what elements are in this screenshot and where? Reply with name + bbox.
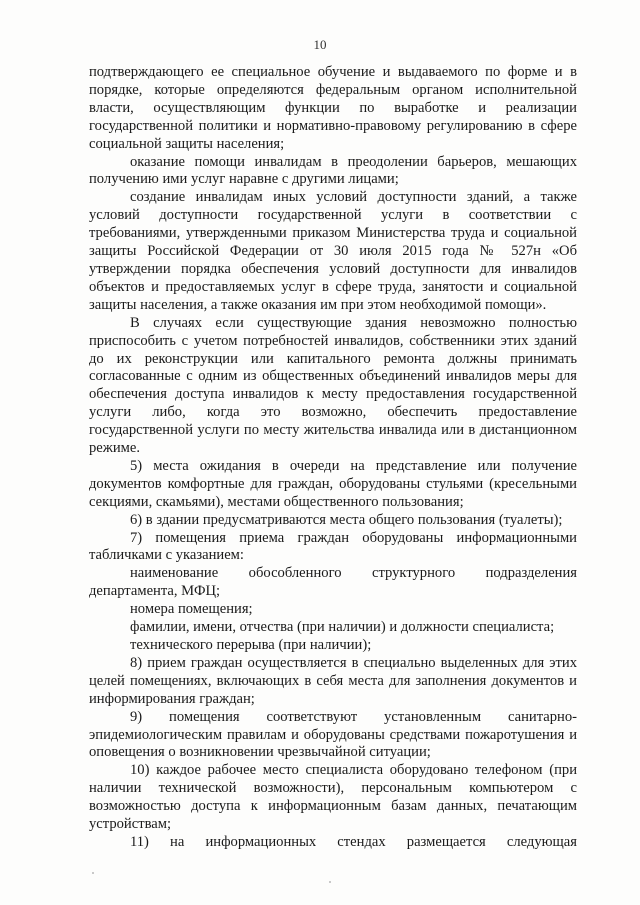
paragraph-accessibility-conditions: создание инвалидам иных условий доступности зданий, а также условий доступности государственной услуги в соответствии с требованиями, утвержденными приказом Министерства труда и социальной защиты Российской Федерации от 30 июля 2015 года № 527н «Об утверждении порядка обеспечения условий доступности для инвалидов объектов и предоставляемых услуг в сфере труда, занятости и социальной защиты населения, а также оказания им при этом необходимой помощи».: [89, 189, 577, 313]
document-body: [89, 64, 577, 852]
list-item-6-restrooms: 6) в здании предусматриваются места общего пользования (туалеты);: [130, 511, 563, 528]
paragraph-existing-buildings: В случаях если существующие здания невозможно полностью приспособить с учетом потребностей инвалидов, собственники этих зданий до их реконструкции или капитального ремонта должны принимать согласованные с одним из общественных объединений инвалидов меры для обеспечения доступа инвалидов к месту предоставления государственной услуги либо, когда это возможно, обеспечить предоставление государственной услуги по месту жительства инвалида или в дистанционном режиме.: [89, 314, 577, 457]
sign-item-department-name: наименование обособленного структурного подразделения департамента, МФЦ;: [89, 565, 577, 600]
scan-speck: [92, 872, 94, 874]
sign-item-break-time: технического перерыва (при наличии);: [130, 637, 372, 653]
list-item-5-waiting-areas: 5) места ожидания в очереди на представление или получение документов комфортные для граждан, оборудованы стульями (кресельными секциями, скамьями), местами общественного пользования;: [89, 457, 577, 510]
page-number: 10: [313, 37, 327, 52]
list-item-11-info-stands: 11) на информационных стендах размещается следующая: [130, 833, 577, 850]
list-item-9-sanitary-rules: 9) помещения соответствуют установленным санитарно-эпидемиологическим правилам и оборудованы средствами пожаротушения и оповещения о возникновении чрезвычайной ситуации;: [89, 708, 577, 761]
list-item-10-workplace: 10) каждое рабочее место специалиста оборудовано телефоном (при наличии технической возможности), персональным компьютером с возможностью доступа к информационным базам данных, печатающим устройствам;: [89, 762, 577, 833]
sign-item-room-number: номера помещения;: [130, 601, 253, 618]
paragraph-continuation: подтверждающего ее специальное обучение и выдаваемого по форме и в порядке, которые определяются федеральным органом исполнительной власти, осуществляющим функции по выработке и реализации государственной политики и нормативно-правовому регулированию в сфере социальной защиты населения;: [89, 64, 577, 152]
scan-speck: [329, 881, 331, 883]
paragraph-assistance: оказание помощи инвалидам в преодолении барьеров, мешающих получению ими услуг наравне с другими лицами;: [89, 153, 577, 188]
list-item-7-info-signs: 7) помещения приема граждан оборудованы информационными табличками с указанием:: [89, 529, 577, 564]
list-item-8-reception: 8) прием граждан осуществляется в специально выделенных для этих целей помещениях, включающих в себя места для заполнения документов и информирования граждан;: [89, 654, 577, 707]
sign-item-specialist-name: фамилии, имени, отчества (при наличии) и должности специалиста;: [130, 619, 555, 636]
